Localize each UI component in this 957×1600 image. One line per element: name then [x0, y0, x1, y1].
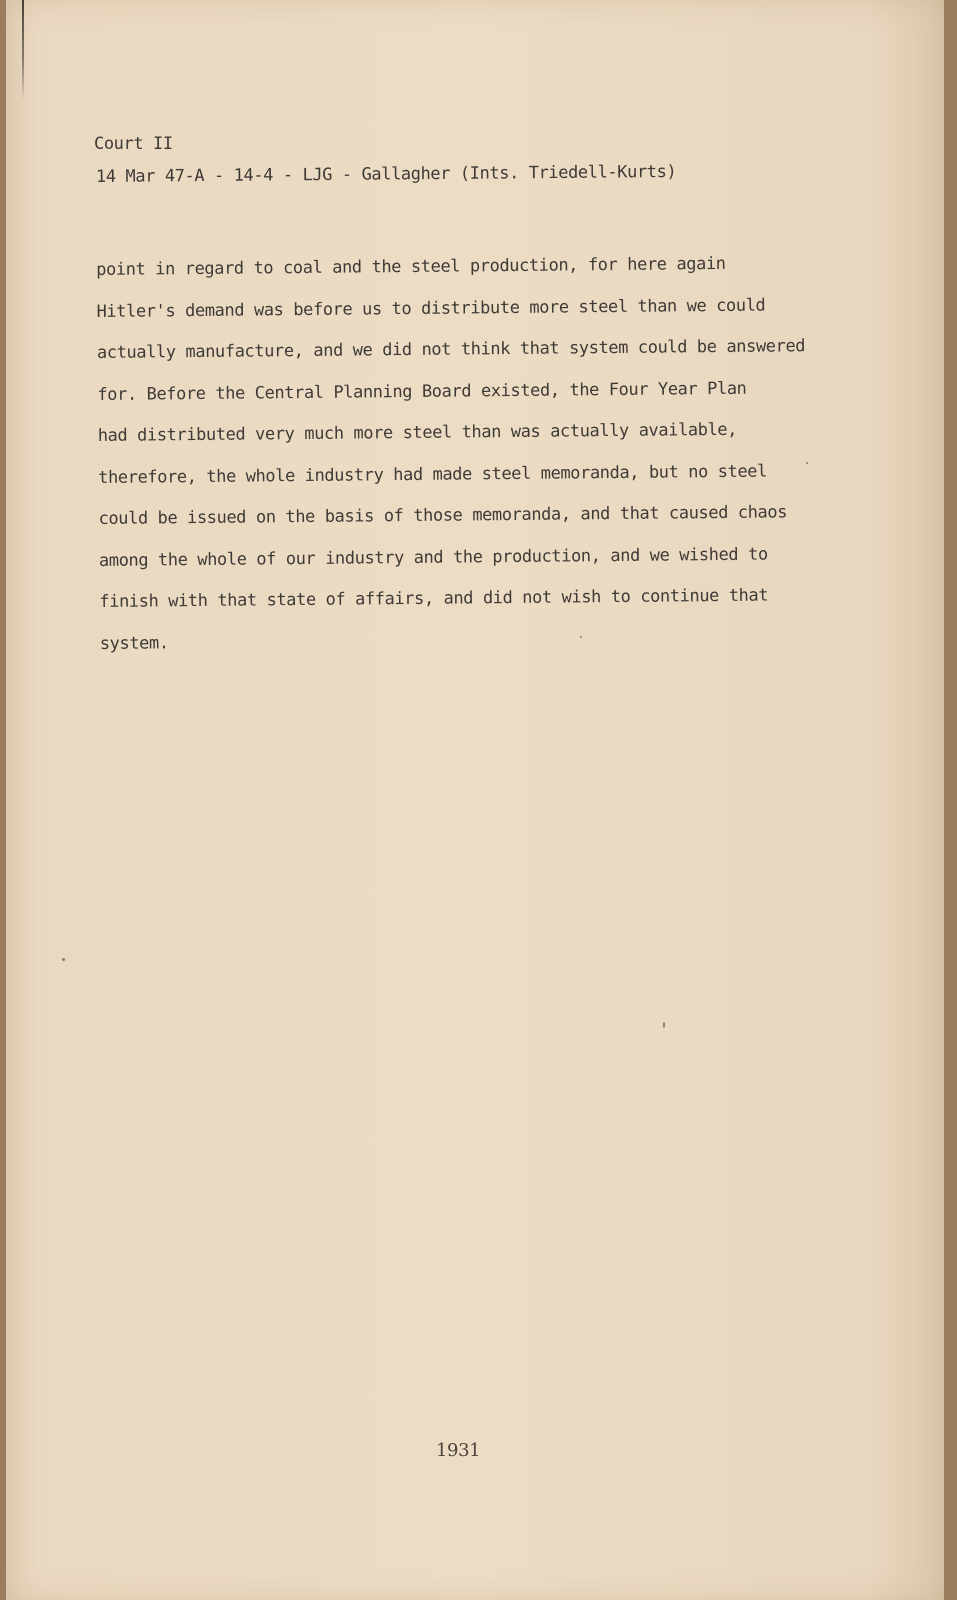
transcript-reference: 14 Mar 47-A - 14-4 - LJG - Gallagher (Ints. Triedell-Kurts) [95, 161, 677, 187]
body-line: system. [99, 632, 169, 654]
body-line: point in regard to coal and the steel production, for here again [96, 253, 726, 280]
body-line: finish with that state of affairs, and did not wish to continue that [99, 585, 769, 612]
body-line: among the whole of our industry and the production, and we wished to [98, 544, 768, 571]
body-line: actually manufacture, and we did not think that system could be answered [96, 336, 806, 363]
paper-speck [806, 462, 808, 464]
paper-speck [580, 636, 582, 638]
body-line: Hitler's demand was before us to distribute more steel than we could [96, 295, 766, 322]
paper-speck [62, 958, 65, 961]
page-number: 1931 [436, 1440, 481, 1461]
court-header: Court II [94, 134, 173, 154]
body-line: could be issued on the basis of those memoranda, and that caused chaos [98, 502, 788, 529]
body-line: had distributed very much more steel than was actually available, [97, 419, 738, 446]
binding-edge [22, 0, 24, 100]
body-line: for. Before the Central Planning Board existed, the Four Year Plan [97, 378, 747, 405]
body-line: therefore, the whole industry had made steel memoranda, but no steel [98, 461, 768, 488]
transcript-body [96, 243, 808, 665]
document-page [6, 0, 944, 1600]
paper-speck [663, 1022, 665, 1028]
